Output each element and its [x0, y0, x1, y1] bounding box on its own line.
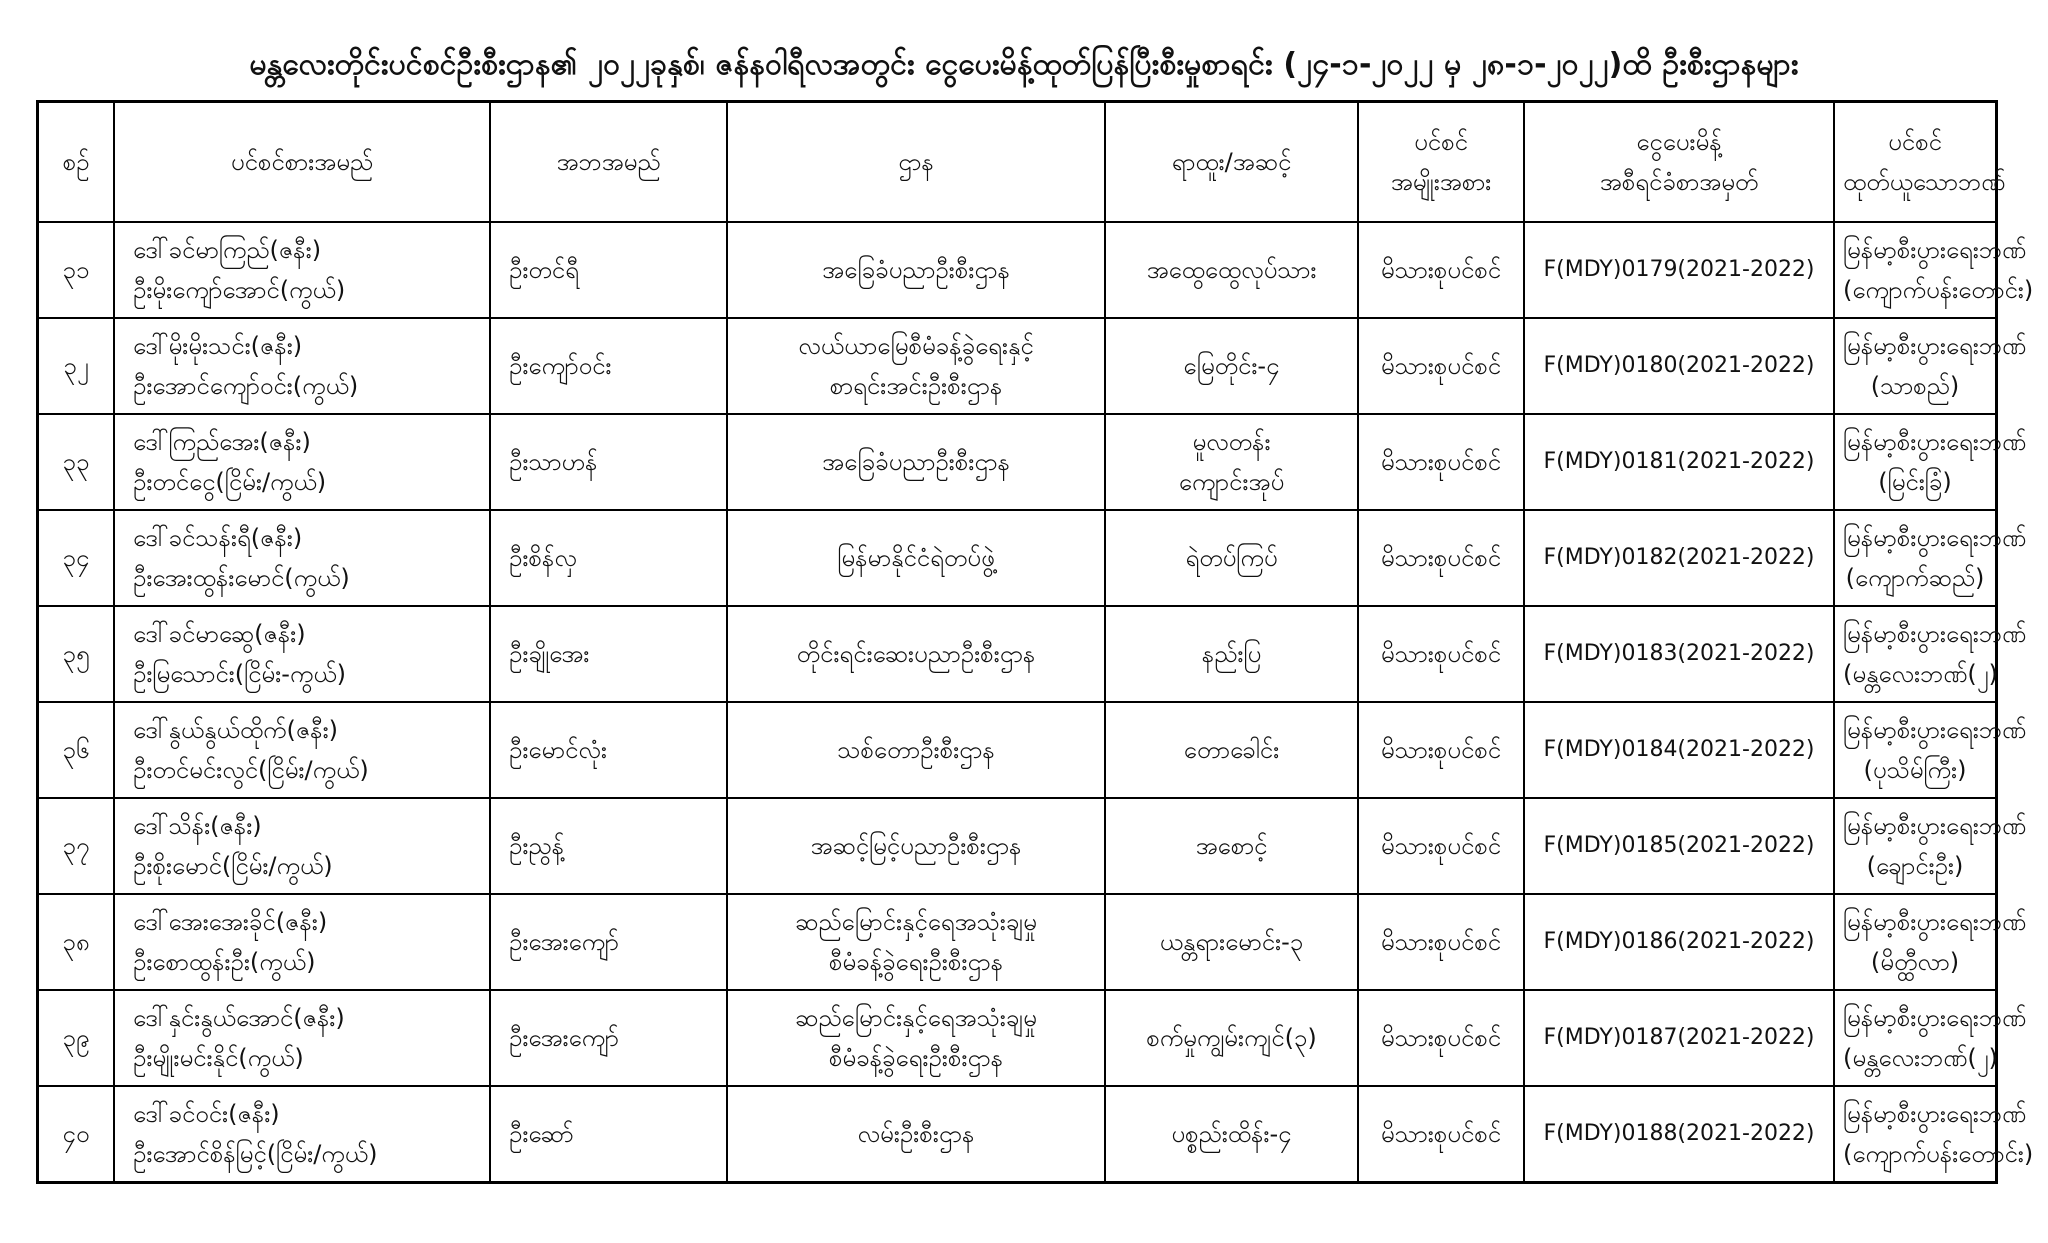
cell-post	[1105, 1086, 1358, 1183]
table-row	[38, 606, 1997, 702]
department-line: တိုင်းရင်းဆေးပညာဦးစီးဌာန	[796, 640, 1036, 668]
cell-pensioner	[114, 606, 490, 702]
cell-certificate-no: F(MDY)0186(2021-2022)	[1524, 894, 1834, 990]
bank-name: မြန်မာ့စီးပွားရေးဘဏ်	[1843, 812, 2027, 840]
cell-post	[1105, 894, 1358, 990]
cell-father: ဦးဆော်	[490, 1086, 727, 1183]
cell-pension-type: မိသားစုပင်စင်	[1358, 1086, 1524, 1183]
bank-name: မြန်မာ့စီးပွားရေးဘဏ်	[1843, 620, 2027, 648]
cell-father: ဦးတင်ရီ	[490, 222, 727, 318]
header-cert	[1524, 102, 1834, 223]
cell-pension-type: မိသားစုပင်စင်	[1358, 318, 1524, 414]
department-line: မြန်မာနိုင်ငံရဲတပ်ဖွဲ့	[837, 544, 995, 572]
post-line: နည်းပြ	[1201, 640, 1262, 668]
cell-no: ၃၈	[38, 894, 115, 990]
cell-bank	[1834, 894, 2027, 990]
post-line: တောခေါင်း	[1183, 736, 1280, 764]
bank-name: မြန်မာ့စီးပွားရေးဘဏ်	[1843, 236, 2027, 264]
cell-certificate-no: F(MDY)0183(2021-2022)	[1524, 606, 1834, 702]
table-row	[38, 414, 1997, 510]
header-bank	[1834, 102, 2006, 223]
post-line: မြေတိုင်း-၄	[1183, 352, 1280, 380]
deceased-name: ဦးစိုးမောင်(ငြိမ်း/ကွယ်)	[133, 852, 333, 880]
cell-pension-type: မိသားစုပင်စင်	[1358, 990, 1524, 1086]
bank-branch: (ချောင်းဦး)	[1866, 852, 1964, 880]
cell-father: ဦးစိန်လှ	[490, 510, 727, 606]
cell-department	[727, 990, 1105, 1086]
cell-certificate-no: F(MDY)0179(2021-2022)	[1524, 222, 1834, 318]
bank-branch: (ကျောက်ပန်းတောင်း)	[1843, 1140, 2034, 1168]
cell-certificate-no: F(MDY)0188(2021-2022)	[1524, 1086, 1834, 1183]
pensioner-name: ဒေါ်ခင်မာကြည်(ဇနီး)	[133, 236, 322, 264]
deceased-name: ဦးအေးထွန်းမောင်(ကွယ်)	[133, 564, 350, 592]
post-line: ရဲတပ်ကြပ်	[1185, 544, 1278, 572]
bank-branch: (မန္တလေးဘဏ်(၂)	[1843, 1044, 1998, 1072]
deceased-name: ဦးအောင်စိန်မြင့်(ငြိမ်း/ကွယ်)	[133, 1140, 378, 1168]
cell-department	[727, 510, 1105, 606]
cell-no: ၃၇	[38, 798, 115, 894]
bank-name: မြန်မာ့စီးပွားရေးဘဏ်	[1843, 1100, 2027, 1128]
cell-father: ဦးအေးကျော်	[490, 894, 727, 990]
deceased-name: ဦးမြသောင်း(ငြိမ်း-ကွယ်)	[133, 660, 347, 688]
post-line: စက်မှုကျွမ်းကျင်(၃)	[1146, 1024, 1317, 1052]
department-line: စီမံခန့်ခွဲရေးဦးစီးဌာန	[828, 948, 1004, 976]
header-father-label: အဘအမည်	[556, 148, 661, 176]
cell-bank	[1834, 702, 2027, 798]
table-row	[38, 1086, 1997, 1183]
cell-pensioner	[114, 510, 490, 606]
pensioner-name: ဒေါ်ခင်မာဆွေ(ဇနီး)	[133, 620, 306, 648]
pensioner-name: ဒေါ်နွယ်နွယ်ထိုက်(ဇနီး)	[133, 716, 339, 744]
cell-department	[727, 222, 1105, 318]
cell-department	[727, 318, 1105, 414]
cell-pension-type: မိသားစုပင်စင်	[1358, 798, 1524, 894]
department-line: အခြေခံပညာဦးစီးဌာန	[822, 256, 1010, 284]
cell-bank	[1834, 510, 2027, 606]
header-cert-label-1: ငွေပေးမိန့်	[1636, 128, 1722, 156]
cell-no: ၃၉	[38, 990, 115, 1086]
pensioner-name: ဒေါ်သိန်း(ဇနီး)	[133, 812, 262, 840]
cell-post	[1105, 702, 1358, 798]
table-row	[38, 894, 1997, 990]
pensioner-name: ဒေါ်ခင်သန်းရီ(ဇနီး)	[133, 524, 303, 552]
cell-bank	[1834, 1086, 2034, 1183]
pension-table	[36, 100, 2034, 1184]
cell-no: ၃၄	[38, 510, 115, 606]
pensioner-name: ဒေါ်နှင်းနွယ်အောင်(ဇနီး)	[133, 1004, 345, 1032]
department-line: လမ်းဦးစီးဌာန	[857, 1120, 975, 1148]
cell-certificate-no: F(MDY)0180(2021-2022)	[1524, 318, 1834, 414]
bank-branch: (ကျောက်ပန်းတောင်း)	[1843, 276, 2034, 304]
post-line: ယန္တရားမောင်း-၃	[1159, 928, 1304, 956]
department-line: စီမံခန့်ခွဲရေးဦးစီးဌာန	[828, 1044, 1004, 1072]
cell-post	[1105, 990, 1358, 1086]
deceased-name: ဦးစောထွန်းဦး(ကွယ်)	[133, 948, 316, 976]
bank-branch: (မြင်းခြံ)	[1878, 468, 1952, 496]
header-bank-label-1: ပင်စင်	[1888, 128, 1942, 156]
cell-post	[1105, 798, 1358, 894]
header-dept	[727, 102, 1105, 223]
cell-no: ၃၁	[38, 222, 115, 318]
cell-department	[727, 1086, 1105, 1183]
bank-name: မြန်မာ့စီးပွားရေးဘဏ်	[1843, 428, 2027, 456]
post-line: မူလတန်း	[1192, 428, 1271, 456]
cell-pensioner	[114, 222, 490, 318]
header-cert-label-2: အစီရင်ခံစာအမှတ်	[1599, 168, 1759, 196]
department-line: သစ်တောဦးစီးဌာန	[837, 736, 995, 764]
cell-no: ၃၂	[38, 318, 115, 414]
cell-post	[1105, 414, 1358, 510]
cell-certificate-no: F(MDY)0182(2021-2022)	[1524, 510, 1834, 606]
cell-pensioner	[114, 1086, 490, 1183]
department-line: စာရင်းအင်းဦးစီးဌာန	[829, 372, 1003, 400]
cell-bank	[1834, 414, 2027, 510]
deceased-name: ဦးတင်ငွေ(ငြိမ်း/ကွယ်)	[133, 468, 327, 496]
cell-pensioner	[114, 990, 490, 1086]
bank-branch: (ပုသိမ်ကြီး)	[1863, 756, 1967, 784]
deceased-name: ဦးမိုးကျော်အောင်(ကွယ်)	[133, 276, 346, 304]
cell-certificate-no: F(MDY)0187(2021-2022)	[1524, 990, 1834, 1086]
header-trainee	[114, 102, 490, 223]
department-line: ဆည်မြောင်းနှင့်ရေအသုံးချမှု	[795, 908, 1037, 936]
table-row	[38, 702, 1997, 798]
cell-department	[727, 702, 1105, 798]
bank-name: မြန်မာ့စီးပွားရေးဘဏ်	[1843, 524, 2027, 552]
post-line: အစောင့်	[1195, 832, 1268, 860]
header-no-label: စဉ်	[62, 148, 90, 176]
cell-certificate-no: F(MDY)0184(2021-2022)	[1524, 702, 1834, 798]
deceased-name: ဦးအောင်ကျော်ဝင်း(ကွယ်)	[133, 372, 359, 400]
header-post-label: ရာထူး/အဆင့်	[1171, 148, 1292, 176]
cell-pension-type: မိသားစုပင်စင်	[1358, 414, 1524, 510]
cell-pension-type: မိသားစုပင်စင်	[1358, 702, 1524, 798]
bank-branch: (သာစည်)	[1870, 372, 1960, 400]
cell-pension-type: မိသားစုပင်စင်	[1358, 222, 1524, 318]
cell-no: ၃၆	[38, 702, 115, 798]
bank-branch: (မိတ္ထီလာ)	[1870, 948, 1960, 976]
header-type-label-2: အမျိုးအစား	[1390, 168, 1492, 196]
cell-certificate-no: F(MDY)0185(2021-2022)	[1524, 798, 1834, 894]
bank-name: မြန်မာ့စီးပွားရေးဘဏ်	[1843, 716, 2027, 744]
header-dept-label: ဌာန	[898, 148, 934, 176]
cell-post	[1105, 318, 1358, 414]
header-type	[1358, 102, 1524, 223]
header-father	[490, 102, 727, 223]
cell-pensioner	[114, 702, 490, 798]
cell-pensioner	[114, 318, 490, 414]
header-type-label-1: ပင်စင်	[1414, 128, 1468, 156]
department-line: အခြေခံပညာဦးစီးဌာန	[822, 448, 1010, 476]
page-title: မန္တလေးတိုင်းပင်စင်ဦးစီးဌာန၏ ၂၀၂၂ခုနှစ်၊ ဇန်နဝါရီလအတွင်း ငွေပေးမိန့်ထုတ်ပြန်ပြီးစီးမှုစာရင်း (၂၄-၁-၂၀၂၂ မှ ၂၈-၁-၂၀၂၂)ထိ ဦးစီးဌာနများ	[249, 47, 1799, 82]
post-line: ပစ္စည်းထိန်း-၄	[1171, 1120, 1292, 1148]
cell-pensioner	[114, 798, 490, 894]
table-body	[38, 222, 2034, 1183]
cell-pension-type: မိသားစုပင်စင်	[1358, 894, 1524, 990]
deceased-name: ဦးမျိုးမင်းနိုင်(ကွယ်)	[133, 1044, 304, 1072]
post-line: အထွေထွေလုပ်သား	[1146, 256, 1317, 284]
cell-no: ၃၃	[38, 414, 115, 510]
cell-no: ၄၀	[38, 1086, 115, 1183]
cell-department	[727, 414, 1105, 510]
cell-pensioner	[114, 894, 490, 990]
cell-department	[727, 894, 1105, 990]
cell-department	[727, 606, 1105, 702]
cell-bank	[1834, 222, 2034, 318]
table-row	[38, 798, 1997, 894]
header-no	[38, 102, 115, 223]
bank-name: မြန်မာ့စီးပွားရေးဘဏ်	[1843, 332, 2027, 360]
cell-bank	[1834, 990, 2027, 1086]
cell-post	[1105, 222, 1358, 318]
department-line: လယ်ယာမြေစီမံခန့်ခွဲရေးနှင့်	[798, 332, 1034, 360]
table-row	[38, 222, 1997, 318]
cell-no: ၃၅	[38, 606, 115, 702]
cell-father: ဦးညွန့်	[490, 798, 727, 894]
table-row	[38, 990, 1997, 1086]
cell-father: ဦးကျော်ဝင်း	[490, 318, 727, 414]
bank-name: မြန်မာ့စီးပွားရေးဘဏ်	[1843, 908, 2027, 936]
pensioner-name: ဒေါ်အေးအေးခိုင်(ဇနီး)	[133, 908, 328, 936]
cell-father: ဦးသာဟန်	[490, 414, 727, 510]
deceased-name: ဦးတင်မင်းလွင်(ငြိမ်း/ကွယ်)	[133, 756, 369, 784]
cell-pensioner	[114, 414, 490, 510]
cell-father: ဦးမောင်လုံး	[490, 702, 727, 798]
header-post	[1105, 102, 1358, 223]
cell-department	[727, 798, 1105, 894]
department-line: အဆင့်မြင့်ပညာဦးစီးဌာန	[810, 832, 1022, 860]
table-header	[38, 102, 2006, 223]
header-trainee-label: ပင်စင်စားအမည်	[230, 148, 374, 176]
cell-bank	[1834, 798, 2027, 894]
header-bank-label-2: ထုတ်ယူသောဘဏ်	[1843, 168, 2006, 196]
post-line: ကျောင်းအုပ်	[1178, 468, 1285, 496]
cell-pension-type: မိသားစုပင်စင်	[1358, 606, 1524, 702]
cell-post	[1105, 606, 1358, 702]
pensioner-name: ဒေါ်ခင်ဝင်း(ဇနီး)	[133, 1100, 280, 1128]
pensioner-name: ဒေါ်မိုးမိုးသင်း(ဇနီး)	[133, 332, 303, 360]
cell-father: ဦးချိုအေး	[490, 606, 727, 702]
header-row	[38, 102, 1997, 223]
cell-pension-type: မိသားစုပင်စင်	[1358, 510, 1524, 606]
bank-name: မြန်မာ့စီးပွားရေးဘဏ်	[1843, 1004, 2027, 1032]
cell-bank	[1834, 606, 2027, 702]
table-row	[38, 318, 1997, 414]
cell-father: ဦးအေးကျော်	[490, 990, 727, 1086]
cell-bank	[1834, 318, 2027, 414]
table-row	[38, 510, 1997, 606]
bank-branch: (ကျောက်ဆည်)	[1845, 564, 1985, 592]
pensioner-name: ဒေါ်ကြည်အေး(ဇနီး)	[133, 428, 311, 456]
cell-post	[1105, 510, 1358, 606]
cell-certificate-no: F(MDY)0181(2021-2022)	[1524, 414, 1834, 510]
department-line: ဆည်မြောင်းနှင့်ရေအသုံးချမှု	[795, 1004, 1037, 1032]
bank-branch: (မန္တလေးဘဏ်(၂)	[1843, 660, 1998, 688]
